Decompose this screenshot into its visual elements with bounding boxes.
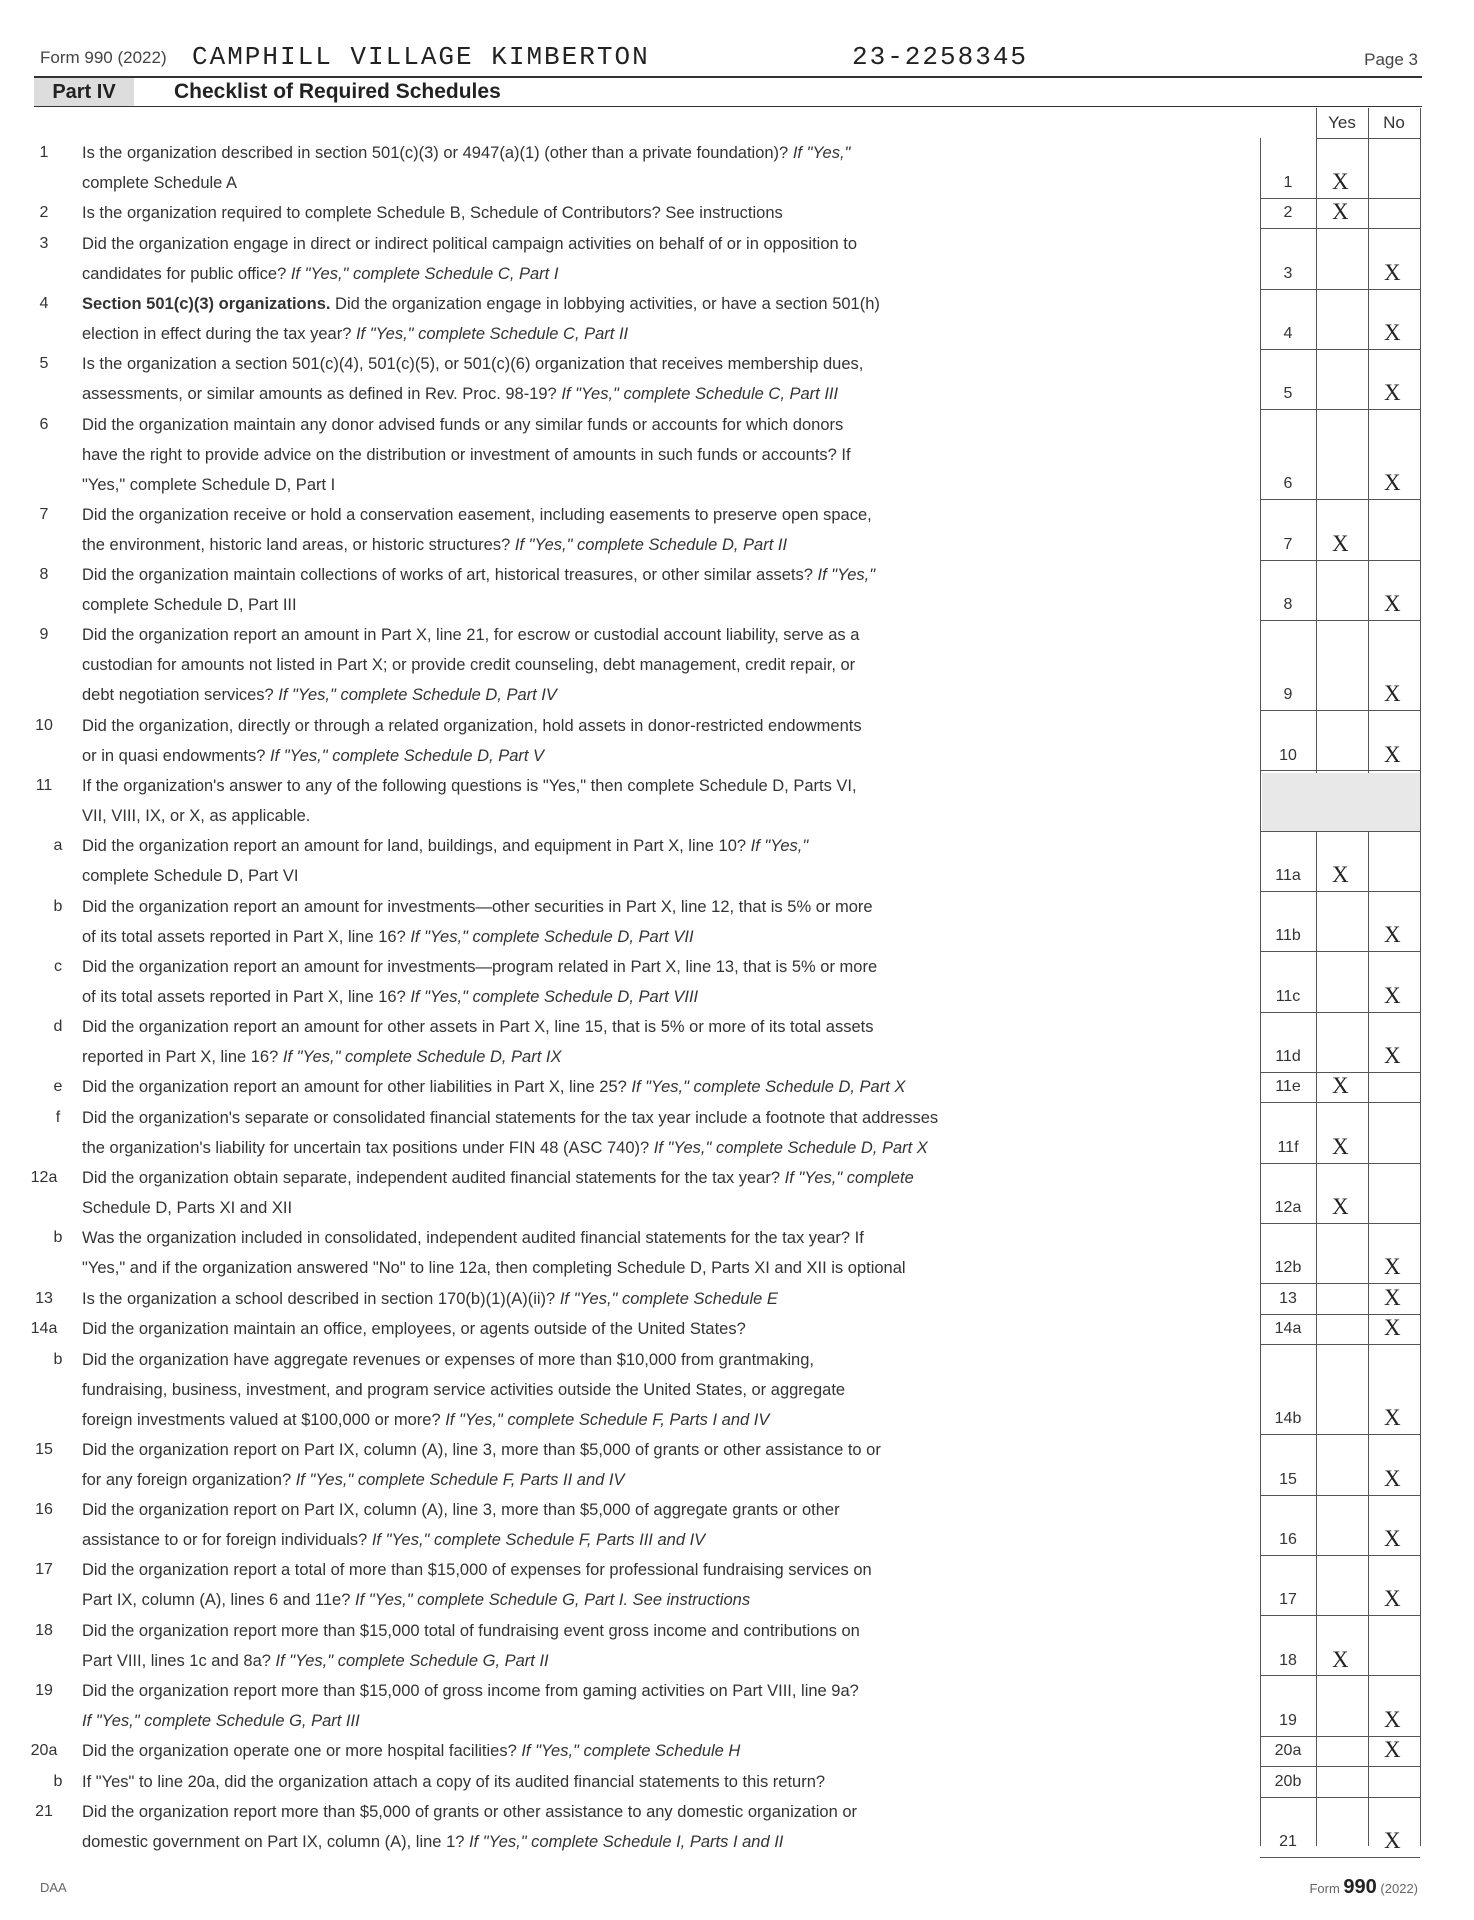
organization-name: CAMPHILL VILLAGE KIMBERTON [192, 42, 650, 72]
question-row [0, 1345, 1474, 1435]
question-row [0, 1314, 1474, 1344]
question-line: complete Schedule A [82, 174, 238, 192]
no-checkmark[interactable]: X [1384, 591, 1401, 616]
question-row [0, 1223, 1474, 1283]
footer-form-year: (2022) [1380, 1881, 1418, 1896]
no-checkmark[interactable]: X [1384, 259, 1401, 285]
question-line: assessments, or similar amounts as defined in Rev. Proc. 98-19? If "Yes," complete Schedule C, Part III [82, 385, 839, 404]
question-text [82, 410, 1262, 500]
line-reference: 13 [1279, 1289, 1297, 1307]
line-reference: 20b [1274, 1772, 1302, 1790]
yes-checkmark[interactable]: X [1332, 1646, 1349, 1672]
question-row [0, 229, 1474, 289]
footer-form-number: 990 [1343, 1876, 1377, 1898]
question-text [82, 711, 1262, 771]
question-line: If "Yes" to line 20a, did the organization attach a copy of its audited financial statements to this return? [82, 1772, 826, 1791]
question-line: custodian for amounts not listed in Part X; or provide credit counseling, debt management, credit repair, or [82, 656, 856, 675]
question-text [82, 952, 1262, 1012]
line-reference: 17 [1279, 1591, 1297, 1609]
question-number: 8 [39, 566, 49, 584]
question-line: the organization's liability for uncertain tax positions under FIN 48 (ASC 740)? If "Yes," complete Schedule D, Part X [82, 1138, 928, 1157]
question-number: 7 [39, 505, 49, 523]
question-line: If the organization's answer to any of the following questions is "Yes," then complete Schedule D, Parts VI, [82, 776, 857, 795]
line-reference: 11b [1275, 927, 1301, 945]
no-checkmark[interactable]: X [1384, 741, 1401, 767]
no-checkmark[interactable]: X [1384, 1465, 1401, 1491]
question-number: 19 [35, 1681, 53, 1699]
question-number: 2 [39, 204, 49, 222]
question-text [82, 892, 1262, 952]
question-number: e [53, 1078, 63, 1096]
question-line: foreign investments valued at $100,000 or more? If "Yes," complete Schedule F, Parts I and IV [82, 1410, 770, 1429]
question-line: Did the organization report more than $5,000 of grants or other assistance to any domestic organization or [82, 1803, 858, 1821]
question-number: 21 [35, 1803, 53, 1820]
question-line: Did the organization have aggregate revenues or expenses of more than $10,000 from grantmaking, [82, 1350, 814, 1369]
question-row [0, 349, 1474, 409]
question-line: Section 501(c)(3) organizations. Did the organization engage in lobbying activities, or have a section 501(h) [82, 295, 880, 313]
question-line: Did the organization's separate or consolidated financial statements for the tax year include a footnote that addresses [82, 1108, 939, 1127]
yes-checkmark[interactable]: X [1332, 199, 1349, 225]
question-number: 20a [30, 1742, 58, 1760]
yes-checkmark[interactable]: X [1332, 1194, 1349, 1219]
question-row [0, 560, 1474, 620]
question-line: Did the organization report a total of more than $15,000 of expenses for professional fundraising services on [82, 1561, 872, 1580]
question-row [0, 1284, 1474, 1314]
question-row [0, 892, 1474, 952]
line-reference: 20a [1274, 1742, 1302, 1760]
question-text [82, 771, 1262, 831]
line-reference: 7 [1283, 535, 1293, 553]
answer-box-line [1260, 1857, 1420, 1858]
question-line: Was the organization included in consolidated, independent audited financial statements for the tax year? If [82, 1229, 864, 1248]
question-row [0, 1072, 1474, 1102]
line-reference: 15 [1279, 1470, 1297, 1488]
line-reference: 12a [1274, 1199, 1302, 1216]
question-number: 1 [39, 144, 49, 161]
question-text [82, 349, 1262, 409]
line-reference: 5 [1283, 385, 1293, 403]
question-line: Did the organization report an amount for investments—program related in Part X, line 13, that is 5% or more [82, 957, 878, 976]
question-text [82, 138, 1262, 198]
question-line: Is the organization a section 501(c)(4), 501(c)(5), or 501(c)(6) organization that receives membership dues, [82, 355, 864, 374]
question-number: 17 [35, 1561, 53, 1579]
question-row [0, 198, 1474, 228]
question-number: a [53, 837, 63, 855]
question-row [0, 1103, 1474, 1163]
question-line: assistance to or for foreign individuals? If "Yes," complete Schedule F, Parts III and IV [82, 1531, 706, 1549]
line-reference: 2 [1283, 204, 1293, 222]
question-text [82, 1616, 1262, 1676]
question-text [82, 1223, 1262, 1283]
question-line: Did the organization report an amount for other assets in Part X, line 15, that is 5% or more of its total assets [82, 1018, 874, 1037]
question-text [82, 1345, 1262, 1435]
line-reference: 11e [1275, 1078, 1301, 1096]
line-reference: 3 [1283, 264, 1293, 282]
no-checkmark[interactable]: X [1384, 1586, 1401, 1612]
no-checkmark[interactable]: X [1384, 1525, 1401, 1551]
question-line: Did the organization maintain an office, employees, or agents outside of the United States? [82, 1320, 746, 1339]
question-number: 5 [39, 355, 49, 373]
footer-form [1309, 1876, 1418, 1899]
question-number: 3 [39, 234, 49, 252]
question-line: the environment, historic land areas, or historic structures? If "Yes," complete Schedule D, Part II [82, 535, 788, 554]
footer-daa: DAA [40, 1880, 67, 1895]
question-line: Part VIII, lines 1c and 8a? If "Yes," complete Schedule G, Part II [82, 1651, 549, 1670]
question-text [82, 1676, 1262, 1736]
question-line: Is the organization required to complete Schedule B, Schedule of Contributors? See instructions [82, 204, 783, 223]
question-line: candidates for public office? If "Yes," complete Schedule C, Part I [82, 264, 559, 283]
yes-checkmark[interactable]: X [1332, 530, 1349, 556]
part-label: Part IV [34, 78, 134, 106]
question-line: Did the organization, directly or through a related organization, hold assets in donor-restricted endowments [82, 716, 862, 735]
yes-checkmark[interactable]: X [1332, 862, 1349, 888]
no-checkmark[interactable]: X [1384, 1284, 1401, 1310]
question-text [82, 1314, 1262, 1344]
line-reference: 10 [1279, 746, 1297, 764]
question-row [0, 1616, 1474, 1676]
question-line: of its total assets reported in Part X, line 16? If "Yes," complete Schedule D, Part VIII [82, 987, 699, 1006]
question-row [0, 1767, 1474, 1797]
no-checkmark[interactable]: X [1384, 681, 1401, 707]
question-line: Part IX, column (A), lines 6 and 11e? If "Yes," complete Schedule G, Part I. See instructions [82, 1591, 751, 1610]
line-reference: 1 [1283, 173, 1293, 191]
question-row [0, 831, 1474, 891]
question-line: Did the organization report an amount for other liabilities in Part X, line 25? If "Yes," complete Schedule D, Part X [82, 1078, 906, 1097]
question-line: reported in Part X, line 16? If "Yes," complete Schedule D, Part IX [82, 1048, 562, 1067]
question-number: f [55, 1108, 61, 1126]
no-checkmark[interactable]: X [1384, 319, 1401, 345]
question-line: Did the organization obtain separate, independent audited financial statements for the tax year? If "Yes," complete [82, 1169, 914, 1188]
line-reference: 14a [1274, 1320, 1302, 1338]
question-text [82, 831, 1262, 891]
question-row [0, 620, 1474, 710]
no-checkmark[interactable]: X [1384, 1315, 1401, 1341]
question-number: b [53, 1350, 63, 1368]
question-line: domestic government on Part IX, column (A), line 1? If "Yes," complete Schedule I, Parts I and II [82, 1833, 784, 1851]
question-text [82, 1284, 1262, 1314]
line-reference: 16 [1279, 1530, 1297, 1548]
question-number: 12a [30, 1169, 58, 1187]
question-row [0, 1555, 1474, 1615]
question-text [82, 500, 1262, 560]
no-checkmark[interactable]: X [1384, 1737, 1401, 1763]
yes-column-header: Yes [1328, 113, 1356, 132]
line-reference: 11c [1275, 987, 1301, 1005]
yes-checkmark[interactable]: X [1332, 1133, 1349, 1159]
question-row [0, 500, 1474, 560]
no-column-header: No [1383, 113, 1405, 132]
question-number: b [53, 897, 63, 915]
question-line: VII, VIII, IX, or X, as applicable. [82, 806, 311, 825]
question-line: Did the organization report an amount for land, buildings, and equipment in Part X, line 10? If "Yes," [82, 837, 809, 856]
question-row [0, 1797, 1474, 1857]
question-line: Did the organization engage in direct or indirect political campaign activities on behalf of or in opposition to [82, 234, 858, 253]
question-row [0, 1676, 1474, 1736]
ein: 23-2258345 [852, 42, 1029, 72]
question-text [82, 1797, 1262, 1857]
question-row [0, 1012, 1474, 1072]
question-line: Did the organization report an amount for investments—other securities in Part X, line 12, that is 5% or more [82, 897, 873, 916]
question-number: d [53, 1018, 63, 1036]
question-text [82, 289, 1262, 349]
question-line: of its total assets reported in Part X, line 16? If "Yes," complete Schedule D, Part VII [82, 927, 694, 946]
question-line: If "Yes," complete Schedule G, Part III [82, 1711, 360, 1730]
question-line: Did the organization report an amount in Part X, line 21, for escrow or custodial account liability, serve as a [82, 626, 860, 645]
line-reference: 6 [1283, 475, 1293, 493]
question-number: 14a [30, 1320, 58, 1338]
no-checkmark[interactable]: X [1384, 470, 1401, 496]
no-checkmark[interactable]: X [1384, 380, 1401, 406]
question-number: 4 [39, 295, 49, 312]
question-number: 15 [35, 1440, 53, 1458]
question-line: for any foreign organization? If "Yes," complete Schedule F, Parts II and IV [82, 1470, 625, 1489]
question-line: Did the organization report more than $15,000 total of fundraising event gross income and contributions on [82, 1621, 860, 1640]
question-row [0, 711, 1474, 771]
question-text [82, 1767, 1262, 1797]
question-text [82, 1072, 1262, 1102]
no-checkmark[interactable]: X [1384, 1706, 1401, 1732]
question-row [0, 1435, 1474, 1495]
line-reference: 4 [1283, 324, 1293, 342]
question-line: Is the organization described in section 501(c)(3) or 4947(a)(1) (other than a private foundation)? If "Yes," [82, 144, 851, 162]
question-row [0, 1736, 1474, 1766]
no-checkmark[interactable]: X [1384, 1405, 1401, 1431]
no-checkmark[interactable]: X [1384, 982, 1401, 1008]
footer-form-prefix: Form [1309, 1881, 1340, 1896]
line-reference: 8 [1283, 596, 1293, 613]
question-number: 16 [35, 1501, 53, 1518]
question-text [82, 1495, 1262, 1555]
question-line: "Yes," and if the organization answered "No" to line 12a, then completing Schedule D, Parts XI and XII is optional [82, 1259, 906, 1278]
question-number: b [53, 1772, 63, 1790]
question-number: 9 [39, 626, 49, 644]
question-line: fundraising, business, investment, and program service activities outside the United States, or aggregate [82, 1380, 846, 1399]
question-line: complete Schedule D, Part III [82, 596, 297, 615]
question-row [0, 952, 1474, 1012]
question-line: "Yes," complete Schedule D, Part I [82, 475, 336, 494]
line-reference: 11a [1275, 867, 1301, 885]
question-text [82, 1103, 1262, 1163]
question-row [0, 1495, 1474, 1555]
part-title: Checklist of Required Schedules [174, 80, 501, 103]
form-label: Form 990 (2022) [40, 48, 167, 67]
line-reference: 9 [1283, 686, 1293, 704]
question-number: 6 [39, 415, 49, 433]
question-line: election in effect during the tax year? If "Yes," complete Schedule C, Part II [82, 325, 629, 343]
question-line: complete Schedule D, Part VI [82, 867, 299, 886]
question-number: 10 [35, 716, 53, 734]
no-checkmark[interactable]: X [1384, 922, 1401, 948]
line-reference: 21 [1279, 1832, 1297, 1850]
question-row [0, 289, 1474, 349]
yes-checkmark[interactable]: X [1332, 168, 1349, 194]
page-number: Page 3 [1364, 50, 1418, 69]
question-number: c [54, 957, 62, 975]
question-line: or in quasi endowments? If "Yes," complete Schedule D, Part V [82, 746, 545, 765]
question-number: b [53, 1229, 63, 1247]
question-text [82, 1555, 1262, 1615]
question-number: 11 [35, 776, 53, 794]
question-text [82, 1163, 1262, 1223]
question-row [0, 138, 1474, 198]
question-text [82, 560, 1262, 620]
question-line: Did the organization report on Part IX, column (A), line 3, more than $5,000 of grants or other assistance to or [82, 1440, 881, 1459]
question-line: Did the organization operate one or more hospital facilities? If "Yes," complete Schedule H [82, 1742, 741, 1761]
question-line: Did the organization report on Part IX, column (A), line 3, more than $5,000 of aggregate grants or other [82, 1501, 840, 1519]
line-reference: 14b [1274, 1410, 1302, 1428]
question-line: Schedule D, Parts XI and XII [82, 1199, 293, 1218]
yes-checkmark[interactable]: X [1332, 1073, 1349, 1099]
question-number: 13 [35, 1289, 53, 1307]
question-line: Did the organization report more than $15,000 of gross income from gaming activities on Part VIII, line 9a? [82, 1681, 859, 1700]
no-checkmark[interactable]: X [1384, 1254, 1401, 1280]
question-line: Did the organization maintain any donor advised funds or any similar funds or accounts for which donors [82, 415, 844, 434]
line-reference: 12b [1274, 1259, 1302, 1277]
question-text [82, 1012, 1262, 1072]
line-reference: 18 [1279, 1651, 1297, 1669]
question-text [82, 229, 1262, 289]
line-reference: 19 [1279, 1711, 1297, 1729]
question-line: Is the organization a school described in section 170(b)(1)(A)(ii)? If "Yes," complete Schedule E [82, 1289, 778, 1308]
question-line: Did the organization receive or hold a conservation easement, including easements to preserve open space, [82, 505, 872, 524]
question-line: Did the organization maintain collections of works of art, historical treasures, or other similar assets? If "Yes," [82, 566, 876, 585]
question-line: have the right to provide advice on the distribution or investment of amounts in such funds or accounts? If [82, 445, 851, 464]
question-text [82, 1435, 1262, 1495]
question-number: 18 [35, 1621, 53, 1639]
no-checkmark[interactable]: X [1384, 1043, 1401, 1068]
question-text [82, 620, 1262, 710]
question-text [82, 198, 1262, 228]
line-reference: 11d [1275, 1048, 1301, 1065]
question-line: debt negotiation services? If "Yes," complete Schedule D, Part IV [82, 686, 557, 705]
no-checkmark[interactable]: X [1384, 1827, 1401, 1853]
question-row [0, 1163, 1474, 1223]
question-text [82, 1736, 1262, 1766]
part-rule [34, 106, 1422, 107]
line-reference: 11f [1277, 1138, 1299, 1156]
question-row [0, 410, 1474, 500]
question-row [0, 771, 1474, 831]
